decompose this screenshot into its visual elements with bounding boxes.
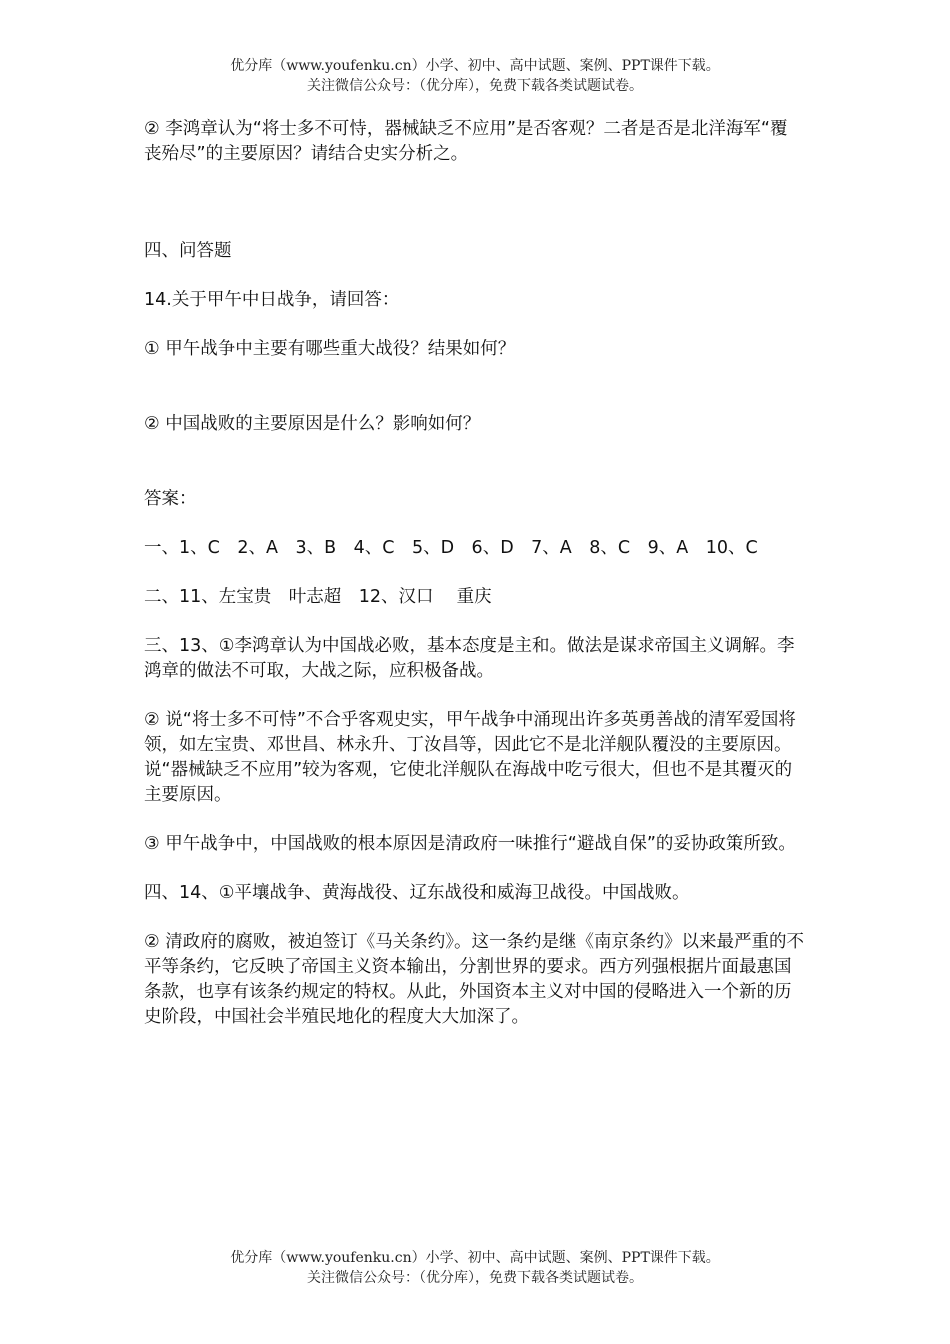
answer-13-part-3: ③ 甲午战争中，中国战败的根本原因是清政府一味推行“避战自保”的妥协政策所致。	[144, 834, 796, 854]
answer-section-1: 一、1、C 2、A 3、B 4、C 5、D 6、D 7、A 8、C 9、A 10、C	[144, 538, 758, 558]
answer-section-2: 二、11、左宝贵 叶志超 12、汉口 重庆	[144, 587, 492, 607]
section-4-title: 四、问答题	[144, 241, 232, 261]
question-14: 14.关于甲午中日战争，请回答：	[144, 290, 400, 310]
page-header	[0, 56, 950, 96]
document-body	[144, 117, 804, 1030]
header-line-2: 关注微信公众号：（优分库），免费下载各类试题试卷。	[307, 78, 643, 94]
page-footer	[0, 1248, 950, 1288]
answer-13-part-2: ② 说“将士多不可恃”不合乎客观史实，甲午战争中涌现出许多英勇善战的清军爱国将领，如左宝贵、邓世昌、林永升、丁汝昌等，因此它不是北洋舰队覆没的主要原因。说“器械缺乏不应用”较为客观，它使北洋舰队在海战中吃亏很大，但也不是其覆灭的主要原因。	[144, 710, 796, 805]
header-line-1: 优分库（www.youfenku.cn）小学、初中、高中试题、案例、PPT课件下载。	[230, 58, 720, 74]
question-13-part-2: ② 李鸿章认为“将士多不可恃，器械缺乏不应用”是否客观？二者是否是北洋海军“覆丧殆尽”的主要原因？请结合史实分析之。	[144, 119, 788, 164]
answer-14-part-1: 四、14、①平壤战争、黄海战役、辽东战役和威海卫战役。中国战败。	[144, 883, 690, 903]
answer-13-part-1: 三、13、①李鸿章认为中国战必败，基本态度是主和。做法是谋求帝国主义调解。李鸿章的做法不可取，大战之际，应积极备战。	[144, 636, 795, 681]
footer-line-2: 关注微信公众号：（优分库），免费下载各类试题试卷。	[307, 1270, 643, 1286]
footer-line-1: 优分库（www.youfenku.cn）小学、初中、高中试题、案例、PPT课件下载。	[230, 1250, 720, 1266]
question-14-part-1: ① 甲午战争中主要有哪些重大战役？结果如何？	[144, 339, 516, 359]
answer-14-part-2: ② 清政府的腐败，被迫签订《马关条约》。这一条约是继《南京条约》以来最严重的不平等条约，它反映了帝国主义资本输出，分割世界的要求。西方列强根据片面最惠国条款，也享有该条约规定的特权。从此，外国资本主义对中国的侵略进入一个新的历史阶段，中国社会半殖民地化的程度大大加深了。	[144, 932, 804, 1027]
answer-title: 答案：	[144, 489, 197, 509]
question-14-part-2: ② 中国战败的主要原因是什么？影响如何？	[144, 414, 481, 434]
